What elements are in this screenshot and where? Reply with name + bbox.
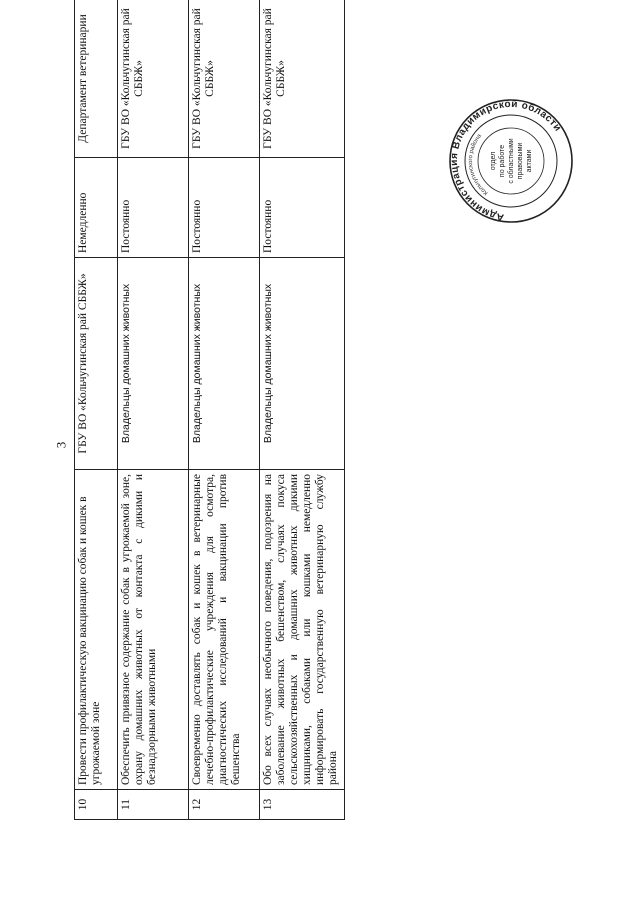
executor-cell: Владельцы домашних животных — [118, 258, 189, 470]
table-row — [189, 0, 260, 820]
measure-cell: Обо всех случаях необычного поведения, подозрения на заболевание животных бешенством, случаях покуса сельскохозяйственных и домашних животных дикими хищниками, собаками или кошками немедленно информировать государственную ветеринарную службу района — [260, 470, 345, 790]
responsible-cell: ГБУ ВО «Кольчугинская рай СББЖ» — [260, 0, 345, 158]
table-container — [74, 0, 350, 820]
svg-text:Администрация Владимирской обл — [449, 99, 563, 223]
measure-cell: Провести профилактическую вакцинацию собак и кошек в угрожаемой зоне — [75, 470, 118, 790]
stamp-outer-text: Администрация Владимирской области — [448, 98, 564, 223]
deadline-cell: Постоянно — [118, 158, 189, 258]
row-number: 13 — [260, 790, 345, 820]
stamp-center-line: с областными — [508, 138, 515, 184]
deadline-cell: Немедленно — [75, 158, 118, 258]
row-number: 11 — [118, 790, 189, 820]
row-number: 10 — [75, 790, 118, 820]
official-stamp — [448, 98, 574, 224]
measures-table — [74, 0, 345, 820]
svg-text:Кольчугинского района — [468, 133, 489, 196]
table-row — [260, 0, 345, 820]
page-number: 3 — [53, 441, 69, 449]
responsible-cell: Департамент ветеринарии — [75, 0, 118, 158]
measure-cell: Обеспечить привязное содержание собак в угрожаемой зоне, охрану домашних животных от контакта с дикими и безнадзорными животными — [118, 470, 189, 790]
measure-cell: Своевременно доставлять собак и кошек в ветеринарные лечебно-профилактические учреждения для осмотра, диагностических исследований и вакцинации против бешенства — [189, 470, 260, 790]
table-row — [75, 0, 118, 820]
responsible-cell: ГБУ ВО «Кольчугинская рай СББЖ» — [189, 0, 260, 158]
responsible-cell: ГБУ ВО «Кольчугинская рай СББЖ» — [118, 0, 189, 158]
stamp-inner-text: Кольчугинского района — [467, 133, 490, 196]
stamp-center-line: отдел — [490, 151, 497, 171]
table-row — [118, 0, 189, 820]
deadline-cell: Постоянно — [260, 158, 345, 258]
executor-cell: ГБУ ВО «Кольчугинская рай СББЖ» — [75, 258, 118, 470]
stamp-center-line: правовыми — [517, 142, 524, 180]
executor-cell: Владельцы домашних животных — [189, 258, 260, 470]
row-number: 12 — [189, 790, 260, 820]
stamp-center-line: актами — [526, 149, 533, 173]
stamp-center-line: по работе — [499, 144, 506, 178]
executor-cell: Владельцы домашних животных — [260, 258, 345, 470]
deadline-cell: Постоянно — [189, 158, 260, 258]
